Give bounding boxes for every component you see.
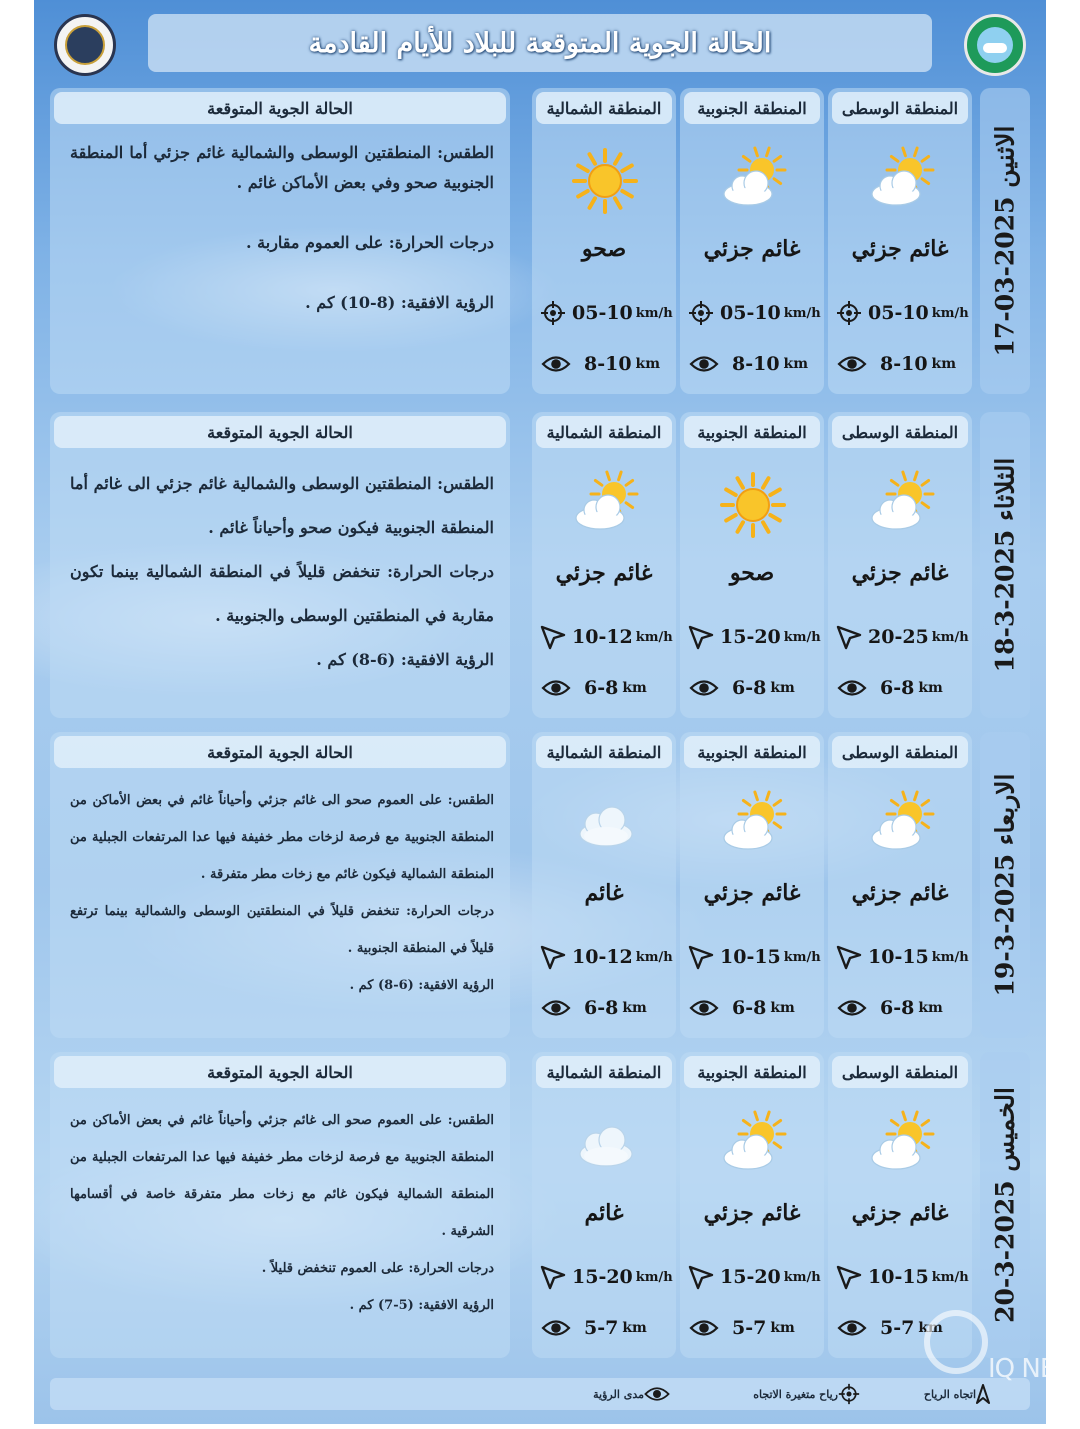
eye-icon — [838, 999, 866, 1017]
wind-value: 15-20 — [572, 1266, 633, 1288]
wind-speed — [540, 1262, 673, 1292]
wind-value: 10-15 — [868, 946, 929, 968]
eye-icon — [838, 1319, 866, 1337]
description-body — [70, 138, 494, 318]
date-panel — [980, 412, 1030, 718]
wind-unit: km/h — [931, 629, 969, 645]
description-header: الحالة الجوية المتوقعة — [54, 1056, 506, 1088]
sun-icon — [570, 146, 640, 216]
day-row — [50, 88, 1030, 394]
description-header: الحالة الجوية المتوقعة — [54, 736, 506, 768]
visibility-value: 6-8 — [584, 677, 619, 699]
description-line: الرؤية الافقية: (6-8) كم . — [349, 978, 494, 993]
description-line: الرؤية الافقية: (6-8) كم . — [316, 650, 494, 669]
legend-visibility — [585, 1382, 670, 1406]
region-card — [532, 412, 676, 718]
weather-condition: غائم جزئي — [703, 880, 801, 906]
wind-speed — [688, 298, 821, 328]
wind-speed — [688, 622, 821, 652]
region-card — [828, 412, 972, 718]
eye-icon — [542, 355, 570, 373]
wind-unit: km/h — [635, 1269, 673, 1285]
wind-value: 15-20 — [720, 1266, 781, 1288]
wind-value: 15-20 — [720, 626, 781, 648]
date-panel — [980, 88, 1030, 394]
wind-unit: km/h — [635, 305, 673, 321]
eye-icon — [690, 679, 718, 697]
weather-condition: غائم جزئي — [703, 1200, 801, 1226]
day-row — [50, 412, 1030, 718]
legend — [50, 1378, 1030, 1410]
visibility-unit: km — [622, 1320, 647, 1336]
legend-wind-direction — [916, 1382, 990, 1406]
description-line: الطقس: المنطقتين الوسطى والشمالية غائم جزئي أما المنطقة الجنوبية صحو وفي بعض الأماكن غائم . — [70, 143, 494, 192]
region-name: المنطقة الشمالية — [536, 736, 672, 768]
visibility-value: 6-8 — [880, 997, 915, 1019]
wind-value: 10-12 — [572, 626, 633, 648]
visibility — [542, 994, 647, 1022]
partly-cloudy-icon — [718, 146, 788, 216]
weather-condition: غائم جزئي — [851, 236, 949, 262]
partly-cloudy-icon — [718, 1110, 788, 1180]
wind-speed — [836, 1262, 969, 1292]
wind-speed — [540, 298, 673, 328]
weather-condition: غائم جزئي — [851, 1200, 949, 1226]
forecast-description-panel — [50, 732, 510, 1038]
weather-condition: صحو — [729, 560, 775, 586]
visibility-value: 6-8 — [732, 677, 767, 699]
visibility-unit: km — [770, 680, 795, 696]
visibility-value: 6-8 — [584, 997, 619, 1019]
weather-authority-logo — [964, 14, 1026, 76]
visibility — [542, 674, 647, 702]
region-card — [828, 88, 972, 394]
visibility-unit: km — [622, 680, 647, 696]
weather-condition: غائم جزئي — [703, 236, 801, 262]
day-row — [50, 732, 1030, 1038]
region-card — [680, 88, 824, 394]
region-card — [828, 732, 972, 1038]
description-body — [70, 462, 494, 682]
region-card — [680, 412, 824, 718]
variable-wind-icon — [838, 1383, 860, 1405]
wind-direction-icon — [688, 944, 714, 970]
wind-direction-icon — [540, 624, 566, 650]
eye-icon — [542, 999, 570, 1017]
wind-value: 05-10 — [868, 302, 929, 324]
weather-condition: غائم جزئي — [851, 560, 949, 586]
wind-direction-icon — [688, 624, 714, 650]
day-date: الاثنين 2025-03-17 — [990, 125, 1020, 357]
partly-cloudy-icon — [570, 470, 640, 540]
wind-speed — [540, 622, 673, 652]
wind-direction-icon — [836, 944, 862, 970]
forecast-description-panel — [50, 1052, 510, 1358]
eye-icon — [838, 355, 866, 373]
region-name: المنطقة الوسطى — [832, 1056, 968, 1088]
description-line: الطقس: المنطقتين الوسطى والشمالية غائم جزئي الى غائم أما المنطقة الجنوبية فيكون صحو وأحياناً غائم . — [70, 474, 494, 537]
visibility-unit: km — [931, 356, 957, 372]
wind-unit: km/h — [931, 305, 969, 321]
description-line: الرؤية الافقية: (8-10) كم . — [305, 293, 494, 312]
legend-visibility-label: مدى الرؤية — [593, 1387, 644, 1401]
region-name: المنطقة الشمالية — [536, 92, 672, 124]
day-date: الثلاثاء 2025-3-18 — [990, 457, 1020, 673]
wind-unit: km/h — [783, 1269, 821, 1285]
eye-icon — [690, 1319, 718, 1337]
visibility-unit: km — [918, 1320, 943, 1336]
visibility — [542, 1314, 647, 1342]
wind-value: 10-15 — [868, 1266, 929, 1288]
visibility — [690, 350, 808, 378]
wind-value: 05-10 — [572, 302, 633, 324]
day-date: الخميس 2025-3-20 — [990, 1087, 1020, 1323]
visibility-value: 8-10 — [880, 353, 928, 375]
page-title: الحالة الجوية المتوقعة للبلاد للأيام القادمة — [308, 27, 772, 59]
variable-wind-icon — [688, 300, 714, 326]
region-name: المنطقة الشمالية — [536, 416, 672, 448]
weather-condition: غائم — [584, 1200, 624, 1226]
wind-direction-icon — [836, 1264, 862, 1290]
description-line: الرؤية الافقية: (5-7) كم . — [349, 1298, 494, 1313]
visibility-value: 8-10 — [732, 353, 780, 375]
wind-direction-icon — [540, 944, 566, 970]
forecast-description-panel — [50, 88, 510, 394]
description-line: درجات الحرارة: على العموم مقاربة . — [246, 233, 494, 252]
wind-unit: km/h — [931, 1269, 969, 1285]
wind-speed — [836, 298, 969, 328]
visibility-unit: km — [635, 356, 661, 372]
visibility — [838, 674, 943, 702]
wind-value: 05-10 — [720, 302, 781, 324]
visibility-unit: km — [770, 1320, 795, 1336]
legend-variable-wind — [745, 1382, 860, 1406]
wind-unit: km/h — [931, 949, 969, 965]
description-line: درجات الحرارة: تنخفض قليلاً في المنطقة الشمالية بينما تكون مقاربة في المنطقتين الوسطى والجنوبية . — [70, 562, 494, 625]
weather-condition: غائم جزئي — [851, 880, 949, 906]
visibility-value: 5-7 — [732, 1317, 767, 1339]
partly-cloudy-icon — [866, 146, 936, 216]
eye-icon — [644, 1386, 670, 1402]
wind-direction-icon — [836, 624, 862, 650]
partly-cloudy-icon — [866, 1110, 936, 1180]
visibility — [542, 350, 660, 378]
wind-direction-icon — [688, 1264, 714, 1290]
visibility-value: 6-8 — [880, 677, 915, 699]
wind-value: 10-15 — [720, 946, 781, 968]
variable-wind-icon — [540, 300, 566, 326]
legend-wind-direction-label: اتجاه الرياح — [923, 1387, 976, 1401]
eye-icon — [690, 355, 718, 373]
wind-speed — [836, 942, 969, 972]
partly-cloudy-icon — [866, 470, 936, 540]
region-card — [532, 88, 676, 394]
visibility-unit: km — [770, 1000, 795, 1016]
region-card — [532, 1052, 676, 1358]
day-row — [50, 1052, 1030, 1358]
wind-value: 10-12 — [572, 946, 633, 968]
region-name: المنطقة الوسطى — [832, 736, 968, 768]
description-header: الحالة الجوية المتوقعة — [54, 416, 506, 448]
wind-unit: km/h — [635, 949, 673, 965]
cloud-icon — [570, 790, 640, 860]
visibility-unit: km — [622, 1000, 647, 1016]
visibility-value: 6-8 — [732, 997, 767, 1019]
region-name: المنطقة الوسطى — [832, 92, 968, 124]
eye-icon — [542, 679, 570, 697]
visibility — [838, 350, 956, 378]
region-name: المنطقة الجنوبية — [684, 1056, 820, 1088]
wind-direction-icon — [976, 1384, 990, 1404]
watermark: IQ NEW — [988, 1354, 1080, 1384]
wind-speed — [688, 942, 821, 972]
visibility — [690, 1314, 795, 1342]
visibility-value: 5-7 — [584, 1317, 619, 1339]
description-body — [70, 1102, 494, 1324]
date-panel — [980, 732, 1030, 1038]
visibility-value: 5-7 — [880, 1317, 915, 1339]
meteorology-emblem-logo — [54, 14, 116, 76]
eye-icon — [838, 679, 866, 697]
region-card — [680, 732, 824, 1038]
wind-unit: km/h — [635, 629, 673, 645]
description-line: الطقس: على العموم صحو الى غائم جزئي وأحياناً غائم في بعض الأماكن من المنطقة الجنوبية مع فرصة لزخات مطر خفيفة فيها عدا المرتفعات الجبلية من المنطقة الشمالية فيكون غائم مع زخات مطر متفرقة . — [70, 793, 494, 882]
wind-speed — [836, 622, 969, 652]
watermark-ring — [924, 1310, 988, 1374]
visibility-unit: km — [918, 1000, 943, 1016]
eye-icon — [690, 999, 718, 1017]
region-name: المنطقة الجنوبية — [684, 92, 820, 124]
cloud-icon — [570, 1110, 640, 1180]
partly-cloudy-icon — [866, 790, 936, 860]
region-card — [680, 1052, 824, 1358]
partly-cloudy-icon — [718, 790, 788, 860]
visibility — [838, 994, 943, 1022]
forecast-description-panel — [50, 412, 510, 718]
region-card — [532, 732, 676, 1038]
weather-condition: غائم جزئي — [555, 560, 653, 586]
visibility — [690, 994, 795, 1022]
description-header: الحالة الجوية المتوقعة — [54, 92, 506, 124]
description-body — [70, 782, 494, 1004]
weather-condition: غائم — [584, 880, 624, 906]
region-name: المنطقة الشمالية — [536, 1056, 672, 1088]
day-date: الاربعاء 2025-3-19 — [990, 773, 1020, 997]
wind-speed — [688, 1262, 821, 1292]
wind-unit: km/h — [783, 629, 821, 645]
forecast-poster — [34, 0, 1080, 1424]
visibility-unit: km — [918, 680, 943, 696]
visibility-value: 8-10 — [584, 353, 632, 375]
description-line: درجات الحرارة: على العموم تنخفض قليلاً . — [261, 1261, 494, 1276]
date-panel — [980, 1052, 1030, 1358]
region-name: المنطقة الجنوبية — [684, 736, 820, 768]
visibility-unit: km — [783, 356, 809, 372]
description-line: درجات الحرارة: تنخفض قليلاً في المنطقتين الوسطى والشمالية بينما ترتفع قليلاً في المنطقة الجنوبية . — [70, 904, 494, 956]
wind-direction-icon — [540, 1264, 566, 1290]
wind-unit: km/h — [783, 949, 821, 965]
legend-variable-wind-label: رياح متغيرة الاتجاه — [753, 1387, 838, 1401]
eye-icon — [542, 1319, 570, 1337]
wind-value: 20-25 — [868, 626, 929, 648]
region-name: المنطقة الوسطى — [832, 416, 968, 448]
variable-wind-icon — [836, 300, 862, 326]
region-name: المنطقة الجنوبية — [684, 416, 820, 448]
sun-icon — [718, 470, 788, 540]
wind-speed — [540, 942, 673, 972]
visibility — [690, 674, 795, 702]
description-line: الطقس: على العموم صحو الى غائم جزئي وأحياناً غائم في بعض الأماكن من المنطقة الجنوبية مع فرصة لزخات مطر خفيفة فيها عدا المرتفعات الجبلية من المنطقة الشمالية فيكون غائم مع زخات مطر متفرقة خاصة في أقسامها الشرقية . — [70, 1113, 494, 1239]
wind-unit: km/h — [783, 305, 821, 321]
title-bar — [148, 14, 932, 72]
weather-condition: صحو — [581, 236, 627, 262]
